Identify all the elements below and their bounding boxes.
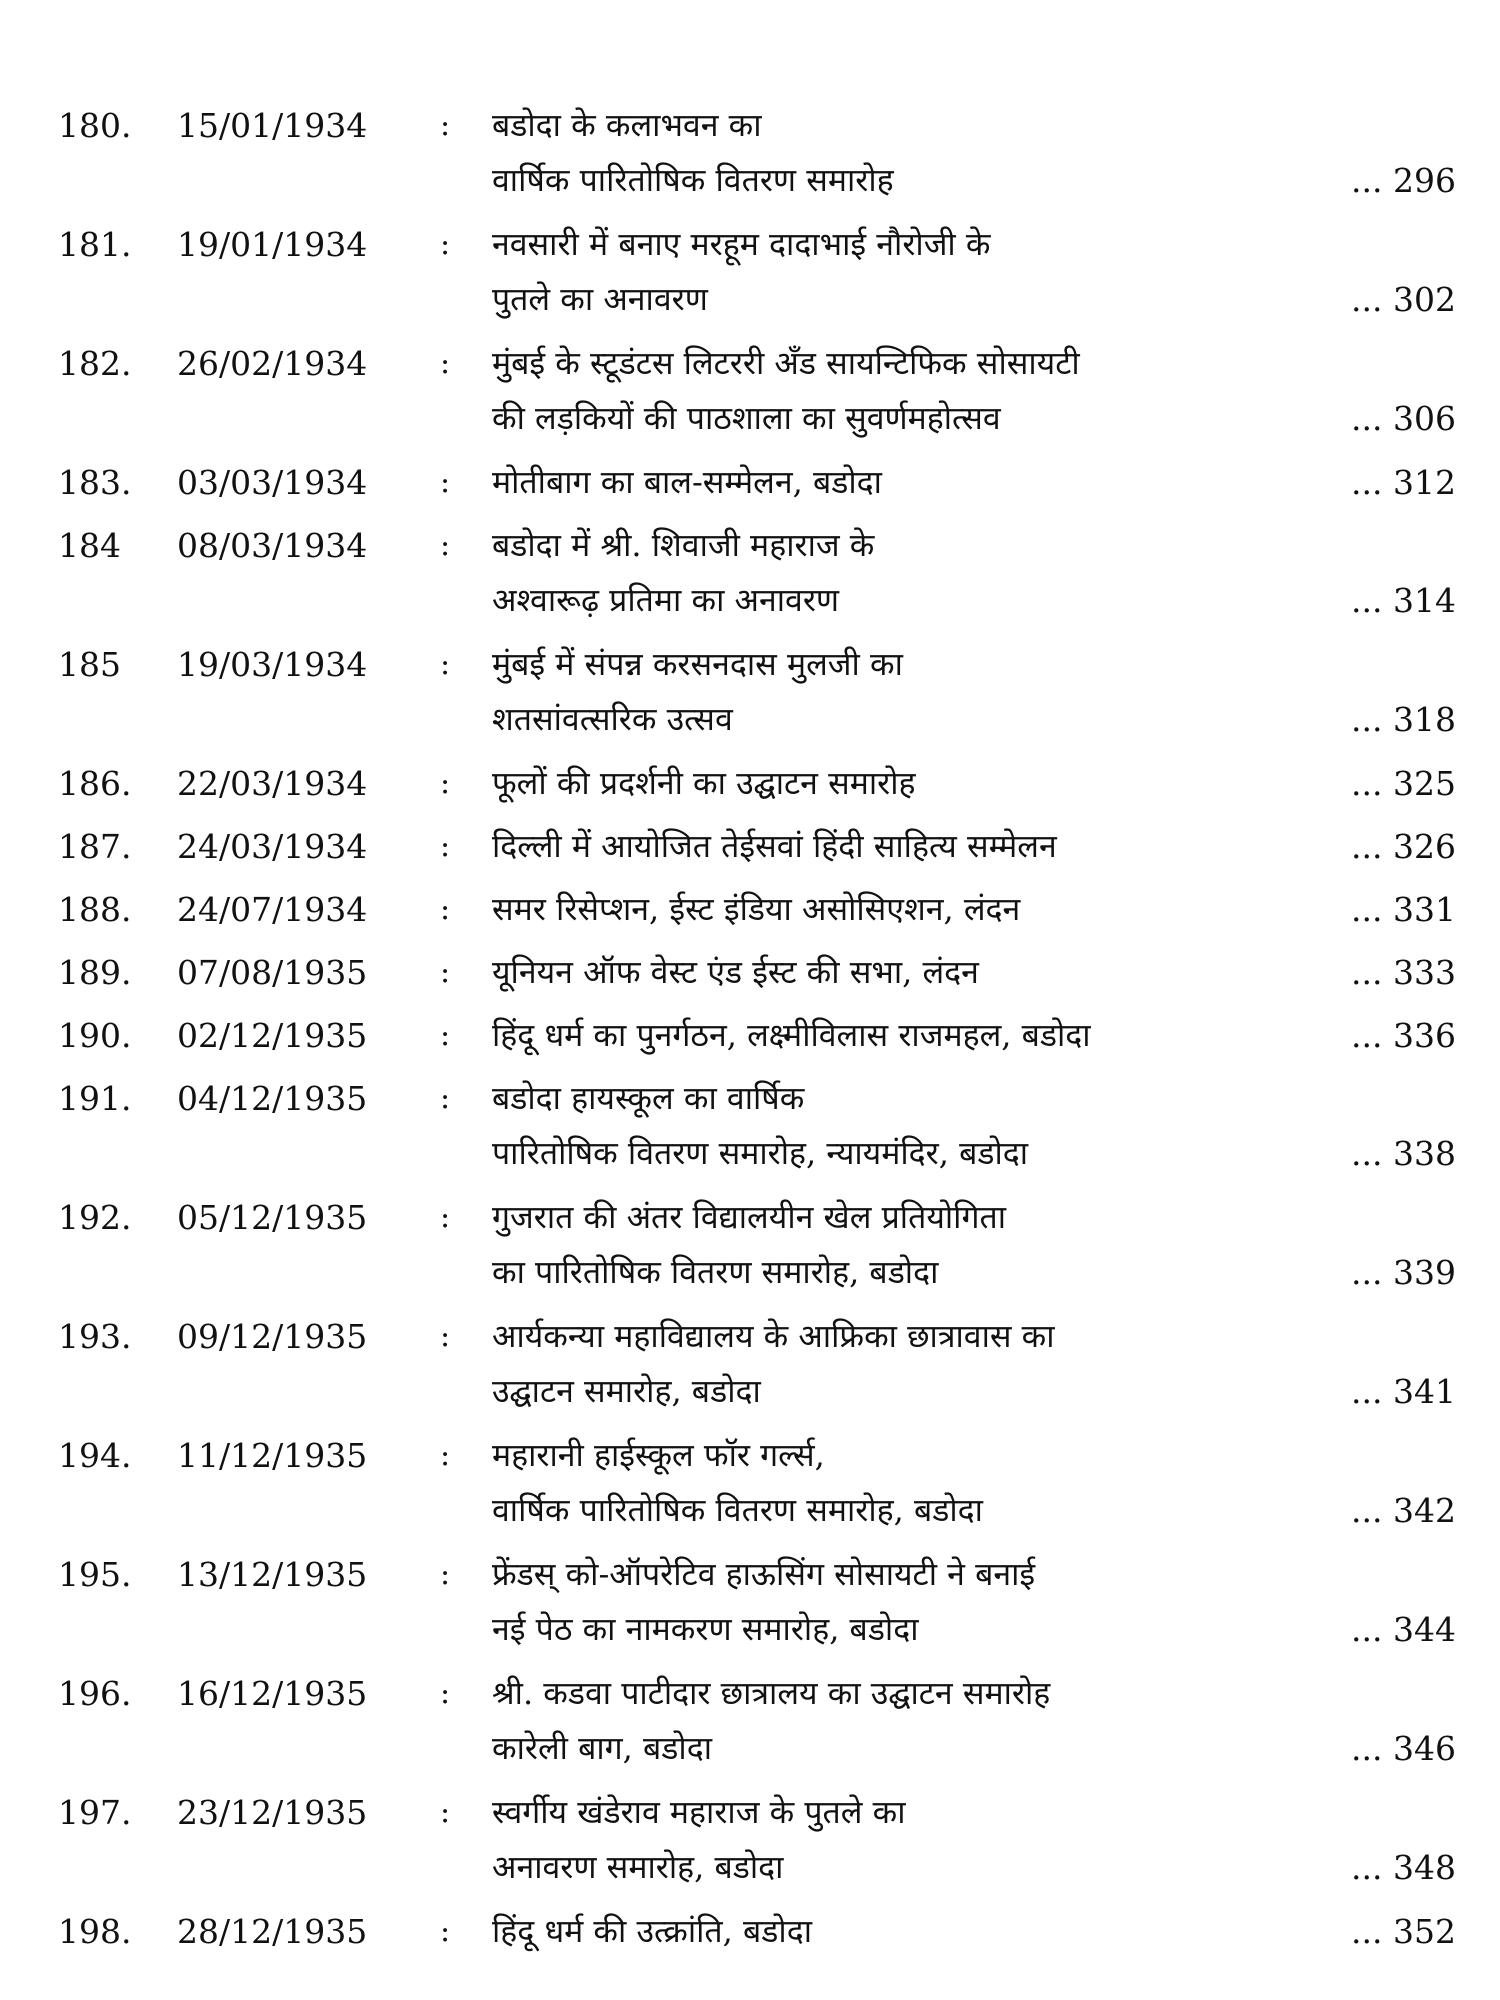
entry-page-number: ... 342 (1351, 1491, 1456, 1530)
entry-number: 187. (58, 827, 132, 866)
entry-title (492, 756, 1322, 811)
entry-page-number: ... 348 (1351, 1848, 1456, 1887)
entry-number: 197. (58, 1793, 132, 1832)
entry-title (492, 819, 1322, 874)
entry-date: 02/12/1935 (177, 1016, 368, 1055)
entry-title-line: अश्वारूढ़ प्रतिमा का अनावरण (492, 581, 840, 619)
entry-number: 198. (58, 1912, 132, 1951)
entry-page-number: ... 344 (1351, 1610, 1456, 1649)
entry-page-number: ... 339 (1351, 1253, 1456, 1292)
entry-page-number: ... 346 (1351, 1729, 1456, 1768)
entry-date: 04/12/1935 (177, 1079, 368, 1118)
entry-title (492, 336, 1322, 446)
toc-entry (0, 1008, 1500, 1063)
colon-separator: : (440, 647, 451, 682)
entry-date: 28/12/1935 (177, 1912, 368, 1951)
entry-title-line: मुंबई के स्टूडंटस लिटररी अँड सायन्टिफिक सोसायटी (492, 344, 1080, 382)
entry-number: 181. (58, 225, 132, 264)
entry-number: 189. (58, 953, 132, 992)
entry-page-number: ... 314 (1351, 581, 1456, 620)
entry-title (492, 1190, 1322, 1300)
colon-separator: : (440, 227, 451, 262)
entry-title-line: समर रिसेप्शन, ईस्ट इंडिया असोसिएशन, लंदन (492, 890, 1021, 928)
toc-entry (0, 1547, 1500, 1657)
entry-date: 26/02/1934 (177, 344, 368, 383)
colon-separator: : (440, 955, 451, 990)
entry-title-line: आर्यकन्या महाविद्यालय के आफ्रिका छात्रावास का (492, 1317, 1055, 1355)
toc-entry (0, 1666, 1500, 1776)
entry-title-line: कारेली बाग, बडोदा (492, 1729, 712, 1767)
entry-title-line: मुंबई में संपन्न करसनदास मुलजी का (492, 645, 903, 683)
colon-separator: : (440, 829, 451, 864)
entry-title (492, 1428, 1322, 1538)
entry-page-number: ... 306 (1351, 399, 1456, 438)
entry-number: 193. (58, 1317, 132, 1356)
entry-date: 08/03/1934 (177, 526, 368, 565)
toc-entry (0, 945, 1500, 1000)
entry-title (492, 455, 1322, 510)
entry-title-line: दिल्ली में आयोजित तेईसवां हिंदी साहित्य सम्मेलन (492, 827, 1057, 865)
toc-entry (0, 518, 1500, 628)
entry-title-line: बडोदा हायस्कूल का वार्षिक (492, 1079, 805, 1117)
colon-separator: : (440, 1914, 451, 1949)
toc-entry (0, 756, 1500, 811)
entry-title-line: हिंदू धर्म की उत्क्रांति, बडोदा (492, 1912, 812, 1950)
toc-entry (0, 217, 1500, 327)
entry-page-number: ... 325 (1351, 764, 1456, 803)
toc-entry (0, 1904, 1500, 1959)
entry-page-number: ... 338 (1351, 1134, 1456, 1173)
entry-title (492, 217, 1322, 327)
entry-title-line: मोतीबाग का बाल-सम्मेलन, बडोदा (492, 463, 882, 501)
entry-date: 07/08/1935 (177, 953, 368, 992)
entry-title-line: नवसारी में बनाए मरहूम दादाभाई नौरोजी के (492, 225, 991, 263)
entry-number: 194. (58, 1436, 132, 1475)
colon-separator: : (440, 1438, 451, 1473)
table-of-contents (0, 98, 1500, 1967)
entry-title-line: की लड़कियों की पाठशाला का सुवर्णमहोत्सव (492, 399, 1001, 437)
entry-date: 19/01/1934 (177, 225, 368, 264)
entry-date: 09/12/1935 (177, 1317, 368, 1356)
entry-page-number: ... 318 (1351, 700, 1456, 739)
colon-separator: : (440, 346, 451, 381)
entry-title-line: बडोदा में श्री. शिवाजी महाराज के (492, 526, 875, 564)
entry-title (492, 1547, 1322, 1657)
toc-entry (0, 98, 1500, 208)
entry-title-line: फ्रेंडस् को-ऑपरेटिव हाऊसिंग सोसायटी ने बनाई (492, 1555, 1036, 1593)
entry-page-number: ... 302 (1351, 280, 1456, 319)
colon-separator: : (440, 1795, 451, 1830)
entry-title (492, 1309, 1322, 1419)
entry-number: 185 (58, 645, 121, 684)
entry-date: 11/12/1935 (177, 1436, 368, 1475)
entry-title-line: पुतले का अनावरण (492, 280, 708, 318)
entry-title-line: स्वर्गीय खंडेराव महाराज के पुतले का (492, 1793, 906, 1831)
entry-title-line: पारितोषिक वितरण समारोह, न्यायमंदिर, बडोदा (492, 1134, 1029, 1172)
entry-title-line: यूनियन ऑफ वेस्ट एंड ईस्ट की सभा, लंदन (492, 953, 979, 991)
entry-date: 23/12/1935 (177, 1793, 368, 1832)
colon-separator: : (440, 1018, 451, 1053)
toc-entry (0, 819, 1500, 874)
entry-date: 13/12/1935 (177, 1555, 368, 1594)
entry-title-line: वार्षिक पारितोषिक वितरण समारोह, बडोदा (492, 1491, 983, 1529)
entry-title-line: वार्षिक पारितोषिक वितरण समारोह (492, 161, 894, 199)
entry-date: 24/07/1934 (177, 890, 368, 929)
entry-number: 195. (58, 1555, 132, 1594)
toc-entry (0, 1190, 1500, 1300)
entry-title (492, 518, 1322, 628)
entry-date: 16/12/1935 (177, 1674, 368, 1713)
colon-separator: : (440, 1557, 451, 1592)
entry-page-number: ... 333 (1351, 953, 1456, 992)
entry-title (492, 1071, 1322, 1181)
toc-entry (0, 455, 1500, 510)
entry-number: 182. (58, 344, 132, 383)
colon-separator: : (440, 1676, 451, 1711)
entry-number: 190. (58, 1016, 132, 1055)
entry-date: 24/03/1934 (177, 827, 368, 866)
entry-page-number: ... 296 (1351, 161, 1456, 200)
toc-entry (0, 882, 1500, 937)
entry-number: 183. (58, 463, 132, 502)
toc-entry (0, 1071, 1500, 1181)
entry-date: 22/03/1934 (177, 764, 368, 803)
entry-date: 15/01/1934 (177, 106, 368, 145)
entry-number: 192. (58, 1198, 132, 1237)
entry-title-line: बडोदा के कलाभवन का (492, 106, 762, 144)
colon-separator: : (440, 465, 451, 500)
entry-title-line: गुजरात की अंतर विद्यालयीन खेल प्रतियोगिता (492, 1198, 1006, 1236)
colon-separator: : (440, 528, 451, 563)
entry-title (492, 1785, 1322, 1895)
toc-entry (0, 1309, 1500, 1419)
toc-entry (0, 637, 1500, 747)
entry-number: 196. (58, 1674, 132, 1713)
entry-date: 05/12/1935 (177, 1198, 368, 1237)
entry-title (492, 1666, 1322, 1776)
entry-number: 188. (58, 890, 132, 929)
entry-title (492, 1904, 1322, 1959)
entry-number: 186. (58, 764, 132, 803)
entry-page-number: ... 312 (1351, 463, 1456, 502)
entry-number: 191. (58, 1079, 132, 1118)
entry-title-line: फूलों की प्रदर्शनी का उद्घाटन समारोह (492, 764, 916, 802)
entry-number: 184 (58, 526, 121, 565)
entry-page-number: ... 326 (1351, 827, 1456, 866)
colon-separator: : (440, 1200, 451, 1235)
entry-date: 03/03/1934 (177, 463, 368, 502)
entry-page-number: ... 352 (1351, 1912, 1456, 1951)
entry-title-line: हिंदू धर्म का पुनर्गठन, लक्ष्मीविलास राजमहल, बडोदा (492, 1016, 1091, 1054)
entry-page-number: ... 331 (1351, 890, 1456, 929)
entry-title-line: शतसांवत्सरिक उत्सव (492, 700, 733, 738)
entry-title-line: अनावरण समारोह, बडोदा (492, 1848, 784, 1886)
colon-separator: : (440, 1319, 451, 1354)
entry-title (492, 637, 1322, 747)
colon-separator: : (440, 892, 451, 927)
entry-title (492, 945, 1322, 1000)
toc-entry (0, 1428, 1500, 1538)
entry-title-line: महारानी हाईस्कूल फॉर गर्ल्स, (492, 1436, 825, 1474)
entry-title-line: का पारितोषिक वितरण समारोह, बडोदा (492, 1253, 939, 1291)
entry-page-number: ... 336 (1351, 1016, 1456, 1055)
entry-date: 19/03/1934 (177, 645, 368, 684)
entry-title (492, 1008, 1322, 1063)
entry-title (492, 98, 1322, 208)
entry-title-line: नई पेठ का नामकरण समारोह, बडोदा (492, 1610, 919, 1648)
toc-entry (0, 1785, 1500, 1895)
entry-title-line: श्री. कडवा पाटीदार छात्रालय का उद्घाटन समारोह (492, 1674, 1051, 1712)
colon-separator: : (440, 766, 451, 801)
entry-page-number: ... 341 (1351, 1372, 1456, 1411)
colon-separator: : (440, 1081, 451, 1116)
entry-title (492, 882, 1322, 937)
entry-title-line: उद्घाटन समारोह, बडोदा (492, 1372, 761, 1410)
colon-separator: : (440, 108, 451, 143)
entry-number: 180. (58, 106, 132, 145)
toc-entry (0, 336, 1500, 446)
